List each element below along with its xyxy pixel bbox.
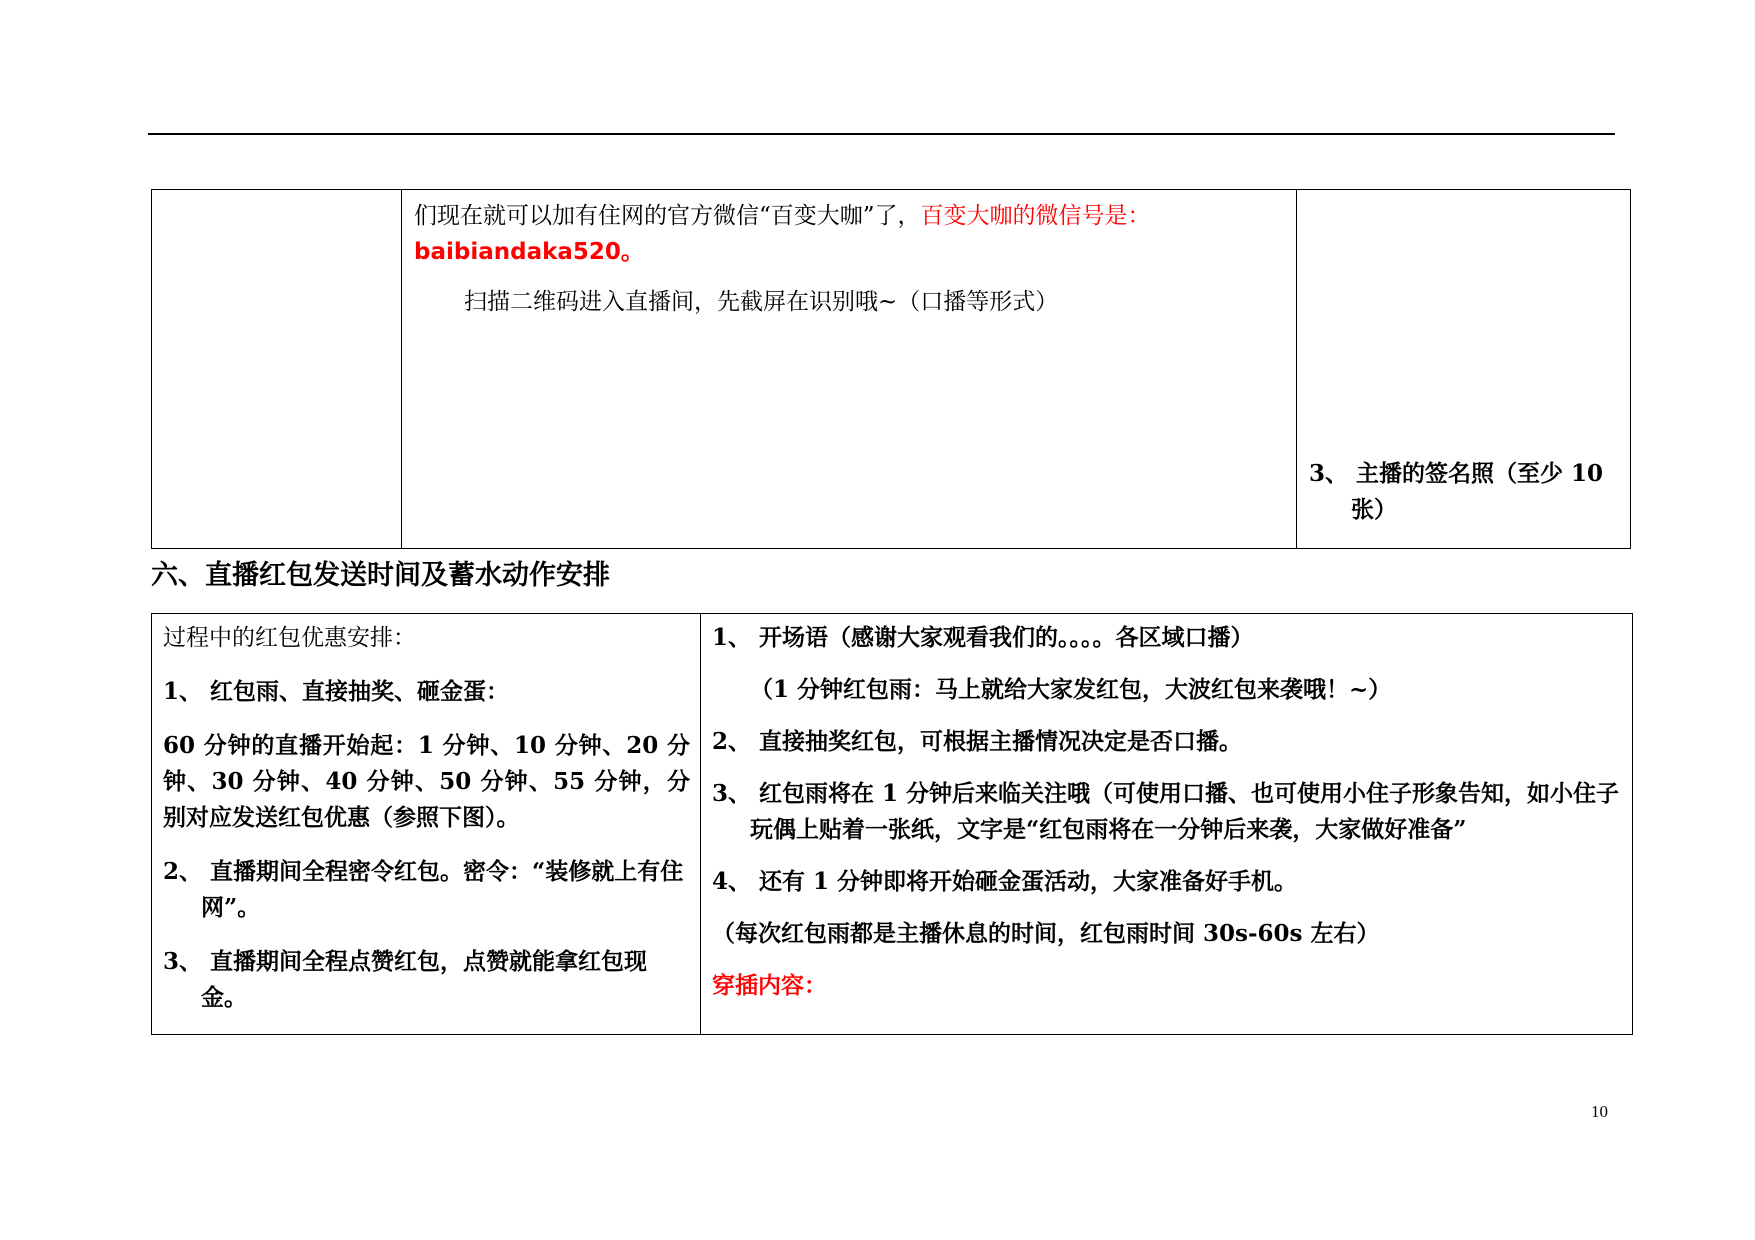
left-schedule: 60 分钟的直播开始起：1 分钟、10 分钟、20 分钟、30 分钟、40 分钟、50 分钟、55 分钟，分别对应发送红包优惠（参照下图）。 — [163, 732, 690, 831]
right-item-1: 1、 开场语（感谢大家观看我们的。。。。各区域口播） — [712, 624, 1254, 651]
right-item-4: 4、 还有 1 分钟即将开始砸金蛋活动，大家准备好手机。 — [712, 868, 1298, 895]
header-rule — [148, 133, 1615, 135]
signature-line-1: 3、 主播的签名照（至少 10 — [1309, 460, 1604, 487]
empty-cell — [152, 190, 402, 549]
left-heading: 过程中的红包优惠安排： — [163, 625, 416, 651]
wechat-id: baibiandaka520。 — [414, 239, 644, 265]
continued-table — [151, 189, 1631, 549]
left-cell — [152, 614, 701, 1035]
right-item-2: 2、 直接抽奖红包，可根据主播情况决定是否口播。 — [712, 728, 1243, 755]
signature-photo-item — [1309, 456, 1620, 528]
right-item-1-sub: （1 分钟红包雨：马上就给大家发红包，大波红包来袭哦！~） — [750, 676, 1392, 703]
wechat-id-label: 百变大咖的微信号是： — [920, 203, 1151, 229]
red-packet-table — [151, 613, 1633, 1035]
section-title: 六、直播红包发送时间及蓄水动作安排 — [151, 560, 610, 591]
scan-instruction: 扫描二维码进入直播间，先截屏在识别哦~（口播等形式） — [464, 289, 1059, 315]
left-item-3: 3、 直播期间全程点赞红包，点赞就能拿红包现金。 — [163, 948, 648, 1011]
wechat-line — [414, 198, 1284, 234]
right-note: （每次红包雨都是主播休息的时间，红包雨时间 30s-60s 左右） — [712, 920, 1380, 947]
wechat-text: 们现在就可以加有住网的官方微信“百变大咖”了， — [414, 203, 921, 229]
signature-line-2: 张） — [1351, 496, 1397, 523]
right-cell — [701, 614, 1633, 1035]
signature-cell — [1297, 190, 1631, 549]
right-item-3: 3、 红包雨将在 1 分钟后来临关注哦（可使用口播、也可使用小住子形象告知，如小住子玩偶上贴着一张纸，文字是“红包雨将在一分钟后来袭，大家做好准备” — [712, 780, 1620, 843]
left-item-1: 1、 红包雨、直接抽奖、砸金蛋： — [163, 678, 510, 705]
left-item-2: 2、 直播期间全程密令红包。密令：“装修就上有住网”。 — [163, 858, 684, 921]
content-cell — [402, 190, 1297, 549]
page-number: 10 — [1591, 1102, 1608, 1121]
insert-content-label: 穿插内容： — [712, 972, 827, 999]
